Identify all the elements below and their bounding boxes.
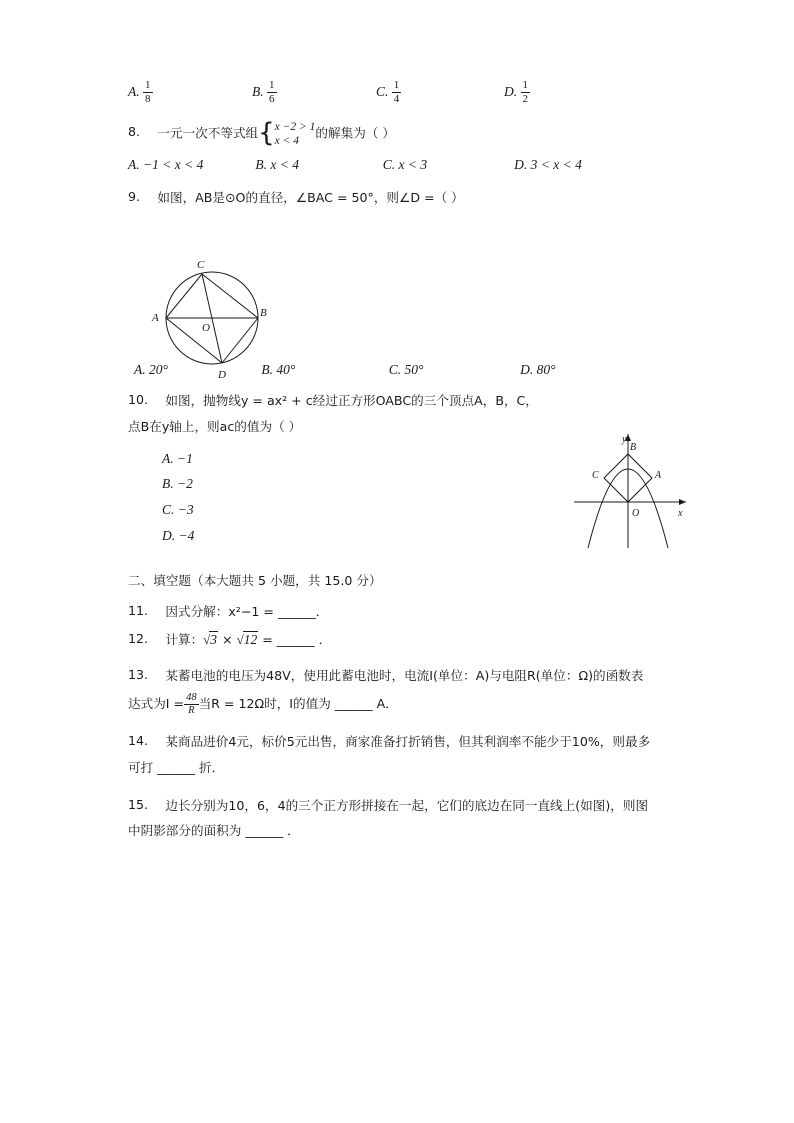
q9-choice-c-label: C. [388,362,402,378]
q7-choice-d-label: D. [504,84,518,100]
q14-line-1: 某商品进价4元，标价5元出售，商家准备打折销售，但其利润率不能少于10%，则最多 [165,734,651,750]
q7-choice-a-label: A. [128,84,140,100]
q12-text-b: = ______ ． [258,631,332,647]
q9-number: 9. [128,188,141,204]
q15-line-2: 中阴影部分的面积为 ______ ． [128,823,300,839]
q8-choice-d-text: 3 < x < 4 [530,156,582,172]
q12-text-a: 计算： [165,631,204,647]
q10-choice-a-label: A. [162,450,174,466]
radicand: 12 [243,631,258,647]
q7-choice-c-fraction [392,79,402,105]
q12-times: × [218,631,237,647]
numerator: 48 [186,691,197,703]
q10-choice-b-text: −2 [177,476,193,492]
q10-choice-a-text: −1 [177,450,193,466]
q8-choice-c-label: C. [382,156,396,172]
q10-choice-d-text: −4 [178,527,195,543]
numerator: 1 [522,79,528,91]
denominator: 6 [269,92,275,105]
label-O: O [632,508,640,519]
radical-sign: √ [236,631,244,647]
q9-choice-d[interactable] [520,362,555,378]
label-C: C [197,259,205,271]
q12-number: 12. [128,630,149,646]
q10-line-2: 点B在y轴上，则ac的值为（ ） [128,419,302,435]
question-8-stem [128,117,668,149]
q8-choice-b-text: x < 4 [270,156,299,172]
numerator: 1 [145,79,151,91]
q9-choice-c[interactable] [389,362,517,378]
label-x: x [678,508,683,519]
numerator: 1 [269,79,275,91]
q10-choice-c-label: C. [162,501,175,517]
q8-choice-d-label: D. [514,156,528,172]
q8-choice-c[interactable] [383,157,511,173]
parabola-diagram-svg [566,426,694,556]
q15-line-1: 边长分别为10，6，4的三个正方形拼接在一起，它们的底边在同一直线上(如图)，则图 [165,797,649,813]
label-A: A [655,470,662,481]
q13-line-2-b: 当R = 12Ω时，I的值为 ______ A． [198,696,398,712]
q9-choice-d-text: 80° [536,362,556,378]
q7-choice-d-fraction [521,79,531,105]
left-brace-icon: { [258,117,275,148]
q12-sqrt-3 [203,627,218,653]
denominator: R [184,704,199,717]
q7-choice-c[interactable] [376,80,401,106]
q10-line-1: 如图，抛物线y = ax² + c经过正方形OABC的三个顶点A，B，C， [165,393,538,409]
system-line-1: x −2 > 1 [274,121,316,133]
q8-choice-a-label: A. [128,156,140,172]
denominator: 4 [393,92,400,105]
q9-choice-c-text: 50° [404,362,424,378]
q8-choices-row [128,157,668,173]
q8-choice-b-label: B. [255,156,267,172]
question-15-line1 [128,793,668,819]
question-14-line2 [128,755,668,781]
q10-choice-c-text: −3 [177,501,194,517]
q9-circle-figure [150,252,290,392]
q7-choice-a[interactable] [128,80,153,106]
q8-choice-b[interactable] [255,157,379,173]
q9-choice-b-label: B. [261,362,273,378]
q13-line-2-a: 达式为I = [128,696,185,712]
q9-choice-b-text: 40° [276,362,296,378]
radicand: 3 [210,631,218,647]
q9-choice-a-label: A. [134,362,146,378]
q10-number: 10. [128,392,149,408]
label-C: C [592,470,599,481]
label-O: O [202,322,210,334]
q13-number: 13. [128,666,149,682]
q9-choice-d-label: D. [520,362,534,378]
q10-parabola-figure [566,426,694,556]
q7-choice-b-label: B. [252,84,264,100]
q7-choice-b[interactable] [252,80,277,106]
q8-inequality-system [258,117,316,149]
question-15-line2 [128,818,668,844]
question-13-line1 [128,663,668,689]
q11-number: 11. [128,603,149,619]
q8-choice-a-text: −1 < x < 4 [143,156,204,172]
denominator: 2 [522,92,528,105]
q14-line-2: 可打 ______ 折． [128,759,225,775]
system-line-2: x < 4 [274,135,300,148]
question-9-stem [128,185,668,211]
question-12 [128,627,668,653]
q7-choice-c-label: C. [376,84,389,100]
q8-number: 8. [128,124,141,139]
label-D: D [218,369,226,381]
circle-diagram-svg [150,252,290,392]
question-10-stem [128,388,548,414]
q7-choice-a-fraction [143,79,153,105]
numerator: 1 [393,79,400,91]
q8-choice-d[interactable] [514,157,582,173]
radical-sign: √ [203,631,211,647]
q10-choice-b-label: B. [162,476,174,492]
q11-text: 因式分解：x²−1 = ______． [165,604,329,620]
question-14-line1 [128,729,668,755]
q8-choice-a[interactable] [128,157,252,173]
q13-fraction [184,692,199,717]
q7-choices-row [128,80,668,120]
question-13-line2 [128,688,668,719]
question-10-stem-line2 [128,414,548,440]
q8-choice-c-text: x < 3 [398,156,428,172]
label-y: y [622,434,627,445]
q13-line-1: 某蓄电池的电压为48V，使用此蓄电池时，电流I(单位：A)与电阻R(单位：Ω)的函数表 [165,667,644,683]
q9-text: 如图，AB是⊙O的直径，∠BAC = 50°，则∠D =（ ） [157,189,464,205]
label-A: A [152,312,159,324]
question-11 [128,599,668,625]
q8-text-after: 的解集为（ ） [315,125,395,141]
q7-choice-b-fraction [267,79,277,105]
label-B: B [630,442,637,453]
q7-choice-d[interactable] [504,80,530,106]
q14-number: 14. [128,733,149,749]
section-header: 二、填空题（本大题共 5 小题，共 15.0 分） [128,573,382,589]
q8-text-before: 一元一次不等式组 [157,125,259,141]
q9-choice-a-text: 20° [149,362,168,378]
system-lines [275,120,316,149]
q10-choice-d-label: D. [162,527,176,543]
label-B: B [260,307,267,319]
q12-sqrt-12 [237,627,259,653]
denominator: 8 [145,92,151,105]
q15-number: 15. [128,796,149,812]
